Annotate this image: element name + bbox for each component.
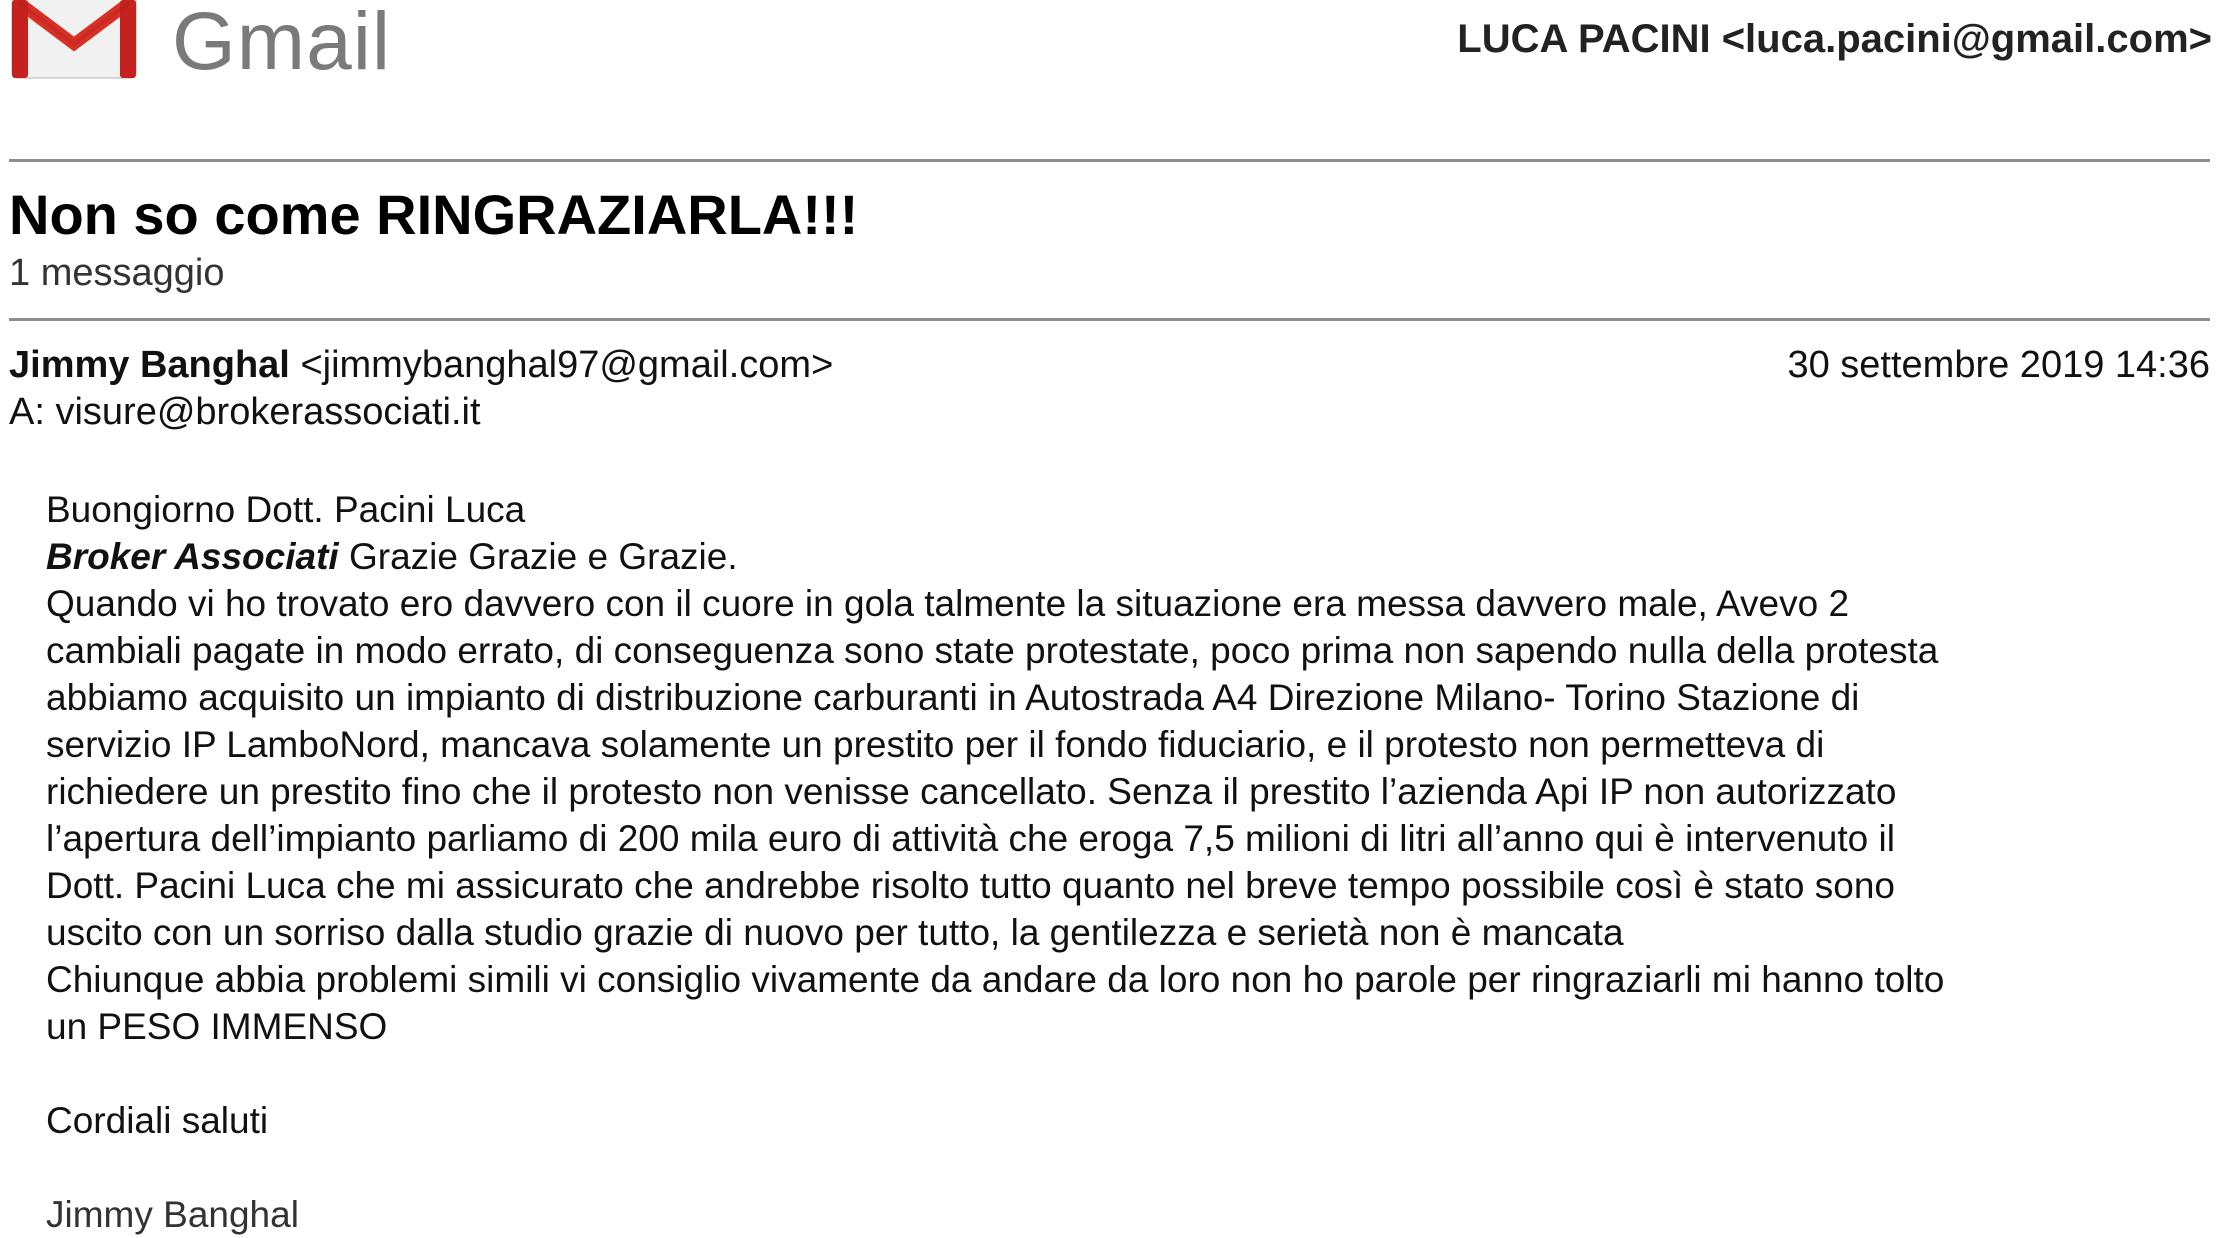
signature: Jimmy Banghal: [46, 1194, 299, 1235]
thread-subject: Non so come RINGRAZIARLA!!!: [9, 183, 859, 246]
body-line: l’apertura dell’impianto parliamo di 200 mila euro di attività che eroga 7,5 milioni di litri all’anno qui è intervenuto il: [46, 818, 1895, 859]
recipient-line: A: visure@brokerassociati.it: [9, 391, 481, 433]
thanks-line: [46, 533, 2196, 580]
gmail-envelope-icon: [8, 0, 140, 84]
subject-divider: [9, 318, 2210, 321]
body-line: uscito con un sorriso dalla studio grazie di nuovo per tutto, la gentilezza e serietà non è mancata: [46, 912, 1624, 953]
gmail-logo-text: Gmail: [172, 0, 392, 87]
body-line: richiedere un prestito fino che il protesto non venisse cancellato. Senza il prestito l’azienda Api IP non autorizzato: [46, 771, 1897, 812]
body-line: Chiunque abbia problemi simili vi consiglio vivamente da andare da loro non ho parole per ringraziarli mi hanno tolto: [46, 959, 1945, 1000]
message-count: 1 messaggio: [9, 252, 225, 294]
body-line: Quando vi ho trovato ero davvero con il cuore in gola talmente la situazione era messa davvero male, Avevo 2: [46, 583, 1850, 624]
body-line: Dott. Pacini Luca che mi assicurato che andrebbe risolto tutto quanto nel breve tempo possibile così è stato sono: [46, 865, 1896, 906]
sender-line: [9, 344, 833, 387]
header-bar: [0, 0, 2239, 110]
header-divider: [9, 159, 2210, 162]
message-body: [46, 486, 2196, 1238]
paragraph-spacer: [46, 1050, 2196, 1097]
brand-name: Broker Associati: [46, 536, 339, 577]
body-line: servizio IP LamboNord, mancava solamente un prestito per il fondo fiduciario, e il protesto non permetteva di: [46, 724, 1825, 765]
gmail-logo[interactable]: [8, 0, 392, 87]
greeting-line: Buongiorno Dott. Pacini Luca: [46, 489, 526, 530]
body-line: un PESO IMMENSO: [46, 1006, 388, 1047]
sender-name: Jimmy Banghal: [9, 344, 290, 386]
closing-line: Cordiali saluti: [46, 1100, 269, 1141]
thanks-text: Grazie Grazie e Grazie.: [338, 536, 738, 577]
paragraph-spacer: [46, 1144, 2196, 1191]
body-line: abbiamo acquisito un impianto di distribuzione carburanti in Autostrada A4 Direzione Milano- Torino Stazione di: [46, 677, 1860, 718]
message-date: 30 settembre 2019 14:36: [1787, 344, 2210, 386]
sender-email[interactable]: <jimmybanghal97@gmail.com>: [300, 344, 834, 386]
account-identity: LUCA PACINI <luca.pacini@gmail.com>: [1457, 17, 2212, 61]
body-line: cambiali pagate in modo errato, di conseguenza sono state protestate, poco prima non sapendo nulla della protesta: [46, 630, 1939, 671]
